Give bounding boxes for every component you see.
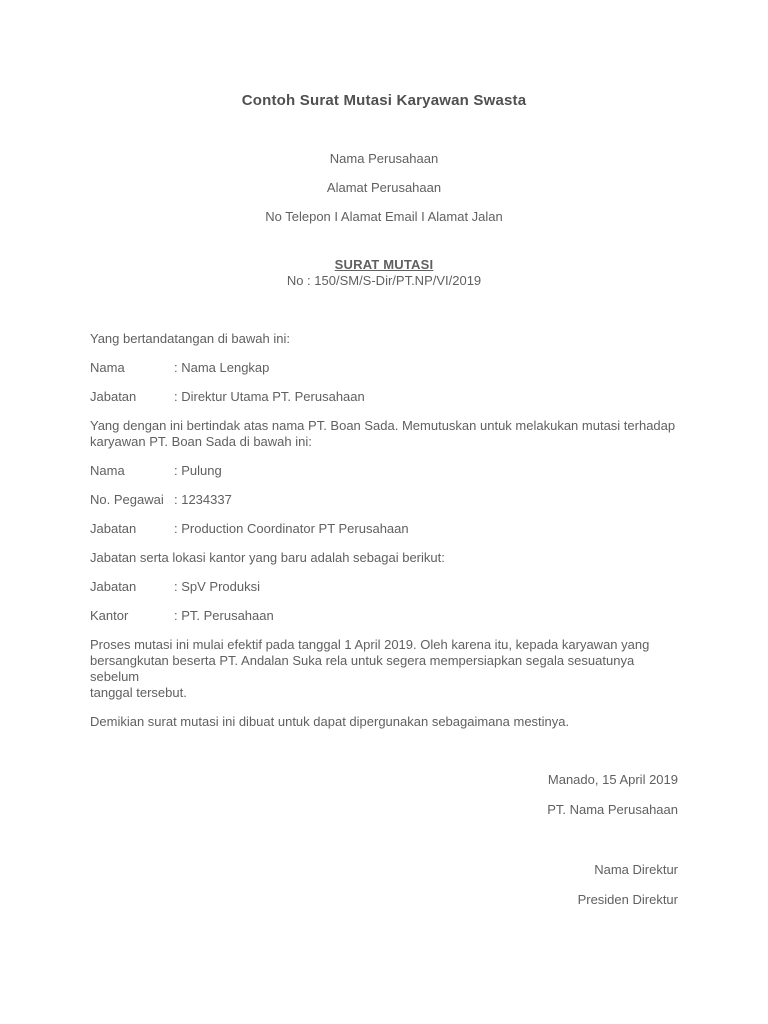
field-row-new-position: [90, 579, 678, 595]
field-value: : SpV Produksi: [174, 579, 260, 594]
field-value: : PT. Perusahaan: [174, 608, 274, 623]
signature-title: Presiden Direktur: [577, 892, 678, 907]
field-label: Jabatan: [90, 579, 137, 594]
field-row-employee-position: [90, 521, 678, 537]
paragraph-line: tanggal tersebut.: [90, 685, 187, 700]
signature-company: PT. Nama Perusahaan: [547, 802, 678, 817]
new-position-intro: Jabatan serta lokasi kantor yang baru adalah sebagai berikut:: [90, 550, 445, 565]
field-row-employee-number: [90, 492, 678, 508]
page-title: Contoh Surat Mutasi Karyawan Swasta: [241, 92, 527, 109]
effective-date-paragraph: [90, 637, 678, 701]
paragraph-line: karyawan PT. Boan Sada di bawah ini:: [90, 434, 312, 449]
letterhead: [90, 151, 678, 225]
letter-subject: [90, 256, 678, 289]
letterhead-company-name: Nama Perusahaan: [329, 151, 439, 166]
field-label: Jabatan: [90, 389, 137, 404]
field-label: Nama: [90, 360, 125, 375]
letterhead-contact-line: No Telepon I Alamat Email I Alamat Jalan: [265, 209, 503, 224]
field-row-signer-name: [90, 360, 678, 376]
paragraph-line: Yang dengan ini bertindak atas nama PT. Boan Sada. Memutuskan untuk melakukan mutasi terhadap: [90, 418, 676, 433]
paragraph-line: bersangkutan beserta PT. Andalan Suka rela untuk segera mempersiapkan segala sesuatunya sebelum: [90, 653, 635, 684]
letter-body: [90, 331, 678, 730]
field-value: : Nama Lengkap: [174, 360, 270, 375]
field-label: Nama: [90, 463, 125, 478]
field-row-employee-name: [90, 463, 678, 479]
signature-space: [90, 832, 678, 862]
field-row-new-office: [90, 608, 678, 624]
subject-number: No : 150/SM/S-Dir/PT.NP/VI/2019: [286, 273, 482, 288]
opening-paragraph: Yang bertandatangan di bawah ini:: [90, 331, 290, 346]
field-value: : Production Coordinator PT Perusahaan: [174, 521, 409, 536]
signature-name: Nama Direktur: [594, 862, 678, 877]
subject-heading: SURAT MUTASI: [334, 257, 434, 272]
field-label: Jabatan: [90, 521, 137, 536]
signature-place-date: Manado, 15 April 2019: [547, 772, 678, 787]
field-label: No. Pegawai: [90, 492, 164, 507]
paragraph-line: Proses mutasi ini mulai efektif pada tanggal 1 April 2019. Oleh karena itu, kepada karyawan yang: [90, 637, 650, 652]
signature-block: [90, 772, 678, 908]
field-value: : 1234337: [174, 492, 232, 507]
field-value: : Direktur Utama PT. Perusahaan: [174, 389, 365, 404]
decision-paragraph: [90, 418, 678, 450]
letterhead-company-address: Alamat Perusahaan: [326, 180, 442, 195]
field-row-signer-position: [90, 389, 678, 405]
field-value: : Pulung: [174, 463, 222, 478]
field-label: Kantor: [90, 608, 129, 623]
closing-paragraph: Demikian surat mutasi ini dibuat untuk dapat dipergunakan sebagaimana mestinya.: [90, 714, 570, 729]
